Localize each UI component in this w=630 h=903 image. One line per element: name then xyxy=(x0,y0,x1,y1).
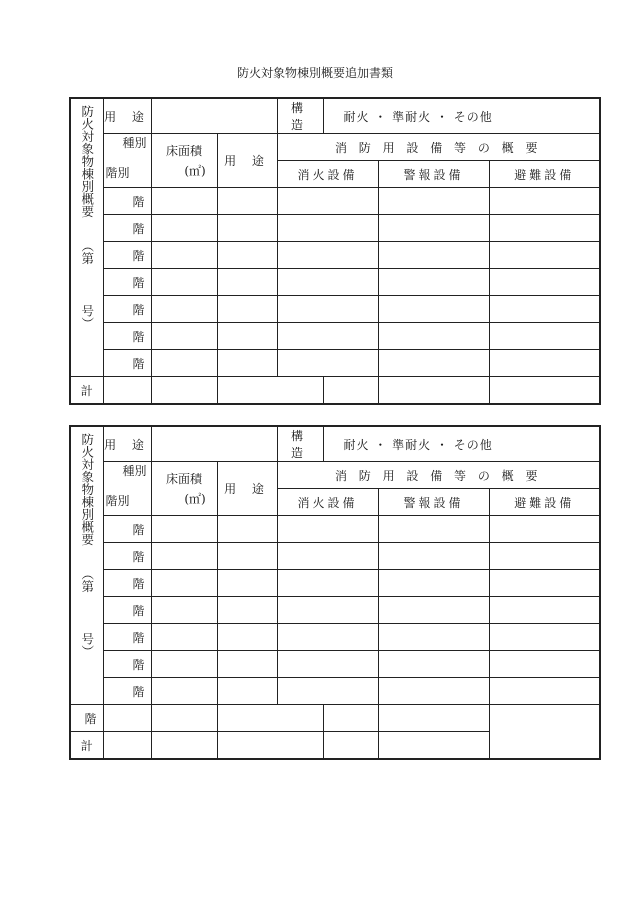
table-row xyxy=(70,296,600,323)
equipment-header: 消 防 用 設 備 等 の 概 要 xyxy=(277,462,600,489)
table-row xyxy=(70,678,600,705)
floor-cell[interactable]: 階 xyxy=(103,323,151,350)
fire-cell[interactable] xyxy=(277,570,378,597)
evac-cell[interactable] xyxy=(489,269,600,296)
use-input[interactable] xyxy=(151,426,277,462)
use-cell[interactable] xyxy=(217,350,277,377)
alarm-cell[interactable] xyxy=(378,678,489,705)
alarm-cell[interactable] xyxy=(323,377,378,405)
use-cell[interactable] xyxy=(217,323,277,350)
use-col-header: 用 途 xyxy=(217,134,277,188)
fire-cell[interactable] xyxy=(277,543,378,570)
fire-cell[interactable] xyxy=(277,678,378,705)
table-row xyxy=(70,705,600,732)
fire-cell[interactable] xyxy=(217,377,323,405)
fire-cell[interactable] xyxy=(277,323,378,350)
alarm-cell[interactable] xyxy=(378,516,489,543)
use-cell[interactable] xyxy=(217,624,277,651)
table-row xyxy=(70,624,600,651)
use-col-header: 用 途 xyxy=(217,462,277,516)
use-cell[interactable] xyxy=(217,188,277,215)
floor-cell[interactable]: 階 xyxy=(103,350,151,377)
evac-cell[interactable] xyxy=(489,188,600,215)
alarm-cell[interactable] xyxy=(378,242,489,269)
alarm-cell[interactable] xyxy=(378,323,489,350)
evac-cell[interactable] xyxy=(489,242,600,269)
building-summary-table-2 xyxy=(69,425,601,760)
area-cell[interactable] xyxy=(103,732,151,760)
alarm-header: 警報設備 xyxy=(378,489,489,516)
total-row xyxy=(70,732,600,760)
evac-cell[interactable] xyxy=(489,215,600,242)
floor-cell[interactable]: 階 xyxy=(103,269,151,296)
use-label: 用 途 xyxy=(103,98,151,134)
alarm-cell[interactable] xyxy=(323,732,378,760)
floor-area-header: 床面積 (㎡) xyxy=(151,134,217,188)
fire-cell[interactable] xyxy=(217,732,323,760)
table-row xyxy=(70,543,600,570)
use-cell[interactable] xyxy=(151,732,217,760)
total-row xyxy=(70,377,600,405)
fire-cell[interactable] xyxy=(277,516,378,543)
floor-cell[interactable]: 階 xyxy=(70,705,103,732)
evac-cell[interactable] xyxy=(378,732,489,760)
floor-cell[interactable]: 階 xyxy=(103,543,151,570)
area-cell[interactable] xyxy=(151,624,217,651)
use-cell[interactable] xyxy=(217,215,277,242)
area-cell[interactable] xyxy=(151,678,217,705)
use-cell[interactable] xyxy=(217,242,277,269)
equipment-header: 消 防 用 設 備 等 の 概 要 xyxy=(277,134,600,161)
fire-cell[interactable] xyxy=(277,296,378,323)
evac-cell[interactable] xyxy=(489,651,600,678)
floor-cell[interactable]: 階 xyxy=(103,215,151,242)
fire-cell[interactable] xyxy=(277,651,378,678)
use-cell[interactable] xyxy=(217,651,277,678)
area-cell[interactable] xyxy=(103,705,151,732)
type-floor-header: 種別 階別 xyxy=(103,134,151,188)
area-cell[interactable] xyxy=(151,651,217,678)
area-cell[interactable] xyxy=(151,570,217,597)
table-row xyxy=(70,651,600,678)
use-cell[interactable] xyxy=(217,269,277,296)
evac-cell[interactable] xyxy=(489,597,600,624)
alarm-cell[interactable] xyxy=(378,269,489,296)
total-label: 計 xyxy=(70,732,103,760)
table-row xyxy=(70,350,600,377)
table-row xyxy=(70,269,600,296)
alarm-header: 警報設備 xyxy=(378,161,489,188)
fire-extinguishing-header: 消火設備 xyxy=(277,161,378,188)
area-cell[interactable] xyxy=(151,215,217,242)
fire-cell[interactable] xyxy=(277,350,378,377)
area-cell[interactable] xyxy=(151,242,217,269)
alarm-cell[interactable] xyxy=(378,624,489,651)
alarm-cell[interactable] xyxy=(378,597,489,624)
area-cell[interactable] xyxy=(151,269,217,296)
floor-area-header: 床面積 (㎡) xyxy=(151,462,217,516)
evac-cell[interactable] xyxy=(489,323,600,350)
evac-cell[interactable] xyxy=(489,678,600,705)
alarm-cell[interactable] xyxy=(378,543,489,570)
evac-cell[interactable] xyxy=(489,516,600,543)
evacuation-header: 避難設備 xyxy=(489,489,600,516)
area-cell[interactable] xyxy=(151,516,217,543)
area-cell[interactable] xyxy=(103,377,151,405)
fire-cell[interactable] xyxy=(277,215,378,242)
alarm-cell[interactable] xyxy=(378,296,489,323)
evac-cell[interactable] xyxy=(489,350,600,377)
area-cell[interactable] xyxy=(151,296,217,323)
area-cell[interactable] xyxy=(151,188,217,215)
alarm-cell[interactable] xyxy=(378,570,489,597)
fire-cell[interactable] xyxy=(277,269,378,296)
structure-options[interactable]: 耐火 ・ 準耐火 ・ その他 xyxy=(323,426,600,462)
evacuation-header: 避難設備 xyxy=(489,161,600,188)
floor-cell[interactable]: 階 xyxy=(103,570,151,597)
table-row xyxy=(70,188,600,215)
fire-cell[interactable] xyxy=(217,705,323,732)
table-row xyxy=(70,570,600,597)
fire-extinguishing-header: 消火設備 xyxy=(277,489,378,516)
table-row xyxy=(70,516,600,543)
use-cell[interactable] xyxy=(151,705,217,732)
evac-cell[interactable] xyxy=(378,377,489,405)
floor-cell[interactable]: 階 xyxy=(103,678,151,705)
fire-cell[interactable] xyxy=(277,624,378,651)
use-cell[interactable] xyxy=(217,678,277,705)
table-row xyxy=(70,242,600,269)
alarm-cell[interactable] xyxy=(378,350,489,377)
use-cell[interactable] xyxy=(217,570,277,597)
fire-cell[interactable] xyxy=(277,188,378,215)
table-row xyxy=(70,323,600,350)
structure-label: 構 造 xyxy=(277,426,323,462)
building-summary-table-1 xyxy=(69,97,601,405)
document-title: 防火対象物棟別概要追加書類 xyxy=(236,66,393,80)
table-row xyxy=(70,597,600,624)
use-label: 用 途 xyxy=(103,426,151,462)
side-label: 防火対象物棟別概要（第号） xyxy=(70,98,103,377)
evac-cell[interactable] xyxy=(378,705,489,732)
floor-cell[interactable]: 階 xyxy=(103,296,151,323)
area-cell[interactable] xyxy=(151,597,217,624)
floor-cell[interactable]: 階 xyxy=(103,597,151,624)
use-cell[interactable] xyxy=(217,543,277,570)
evac-cell[interactable] xyxy=(489,570,600,597)
use-cell[interactable] xyxy=(151,377,217,405)
evac-cell[interactable] xyxy=(489,296,600,323)
alarm-cell[interactable] xyxy=(378,651,489,678)
use-input[interactable] xyxy=(151,98,277,134)
evac-cell[interactable] xyxy=(489,624,600,651)
table-row xyxy=(70,215,600,242)
fire-cell[interactable] xyxy=(277,597,378,624)
floor-cell[interactable]: 階 xyxy=(103,651,151,678)
use-cell[interactable] xyxy=(217,296,277,323)
type-floor-header: 種別 階別 xyxy=(103,462,151,516)
total-label: 計 xyxy=(70,377,103,405)
floor-cell[interactable]: 階 xyxy=(103,188,151,215)
fire-cell[interactable] xyxy=(277,242,378,269)
alarm-cell[interactable] xyxy=(378,188,489,215)
area-cell[interactable] xyxy=(151,323,217,350)
use-cell[interactable] xyxy=(217,516,277,543)
floor-cell[interactable]: 階 xyxy=(103,624,151,651)
use-cell[interactable] xyxy=(217,597,277,624)
area-cell[interactable] xyxy=(151,543,217,570)
side-label: 防火対象物棟別概要（第号） xyxy=(70,426,103,705)
alarm-cell[interactable] xyxy=(378,215,489,242)
area-cell[interactable] xyxy=(151,350,217,377)
structure-options[interactable]: 耐火 ・ 準耐火 ・ その他 xyxy=(323,98,600,134)
floor-cell[interactable]: 階 xyxy=(103,516,151,543)
evac-cell[interactable] xyxy=(489,543,600,570)
alarm-cell[interactable] xyxy=(323,705,378,732)
floor-cell[interactable]: 階 xyxy=(103,242,151,269)
structure-label: 構 造 xyxy=(277,98,323,134)
